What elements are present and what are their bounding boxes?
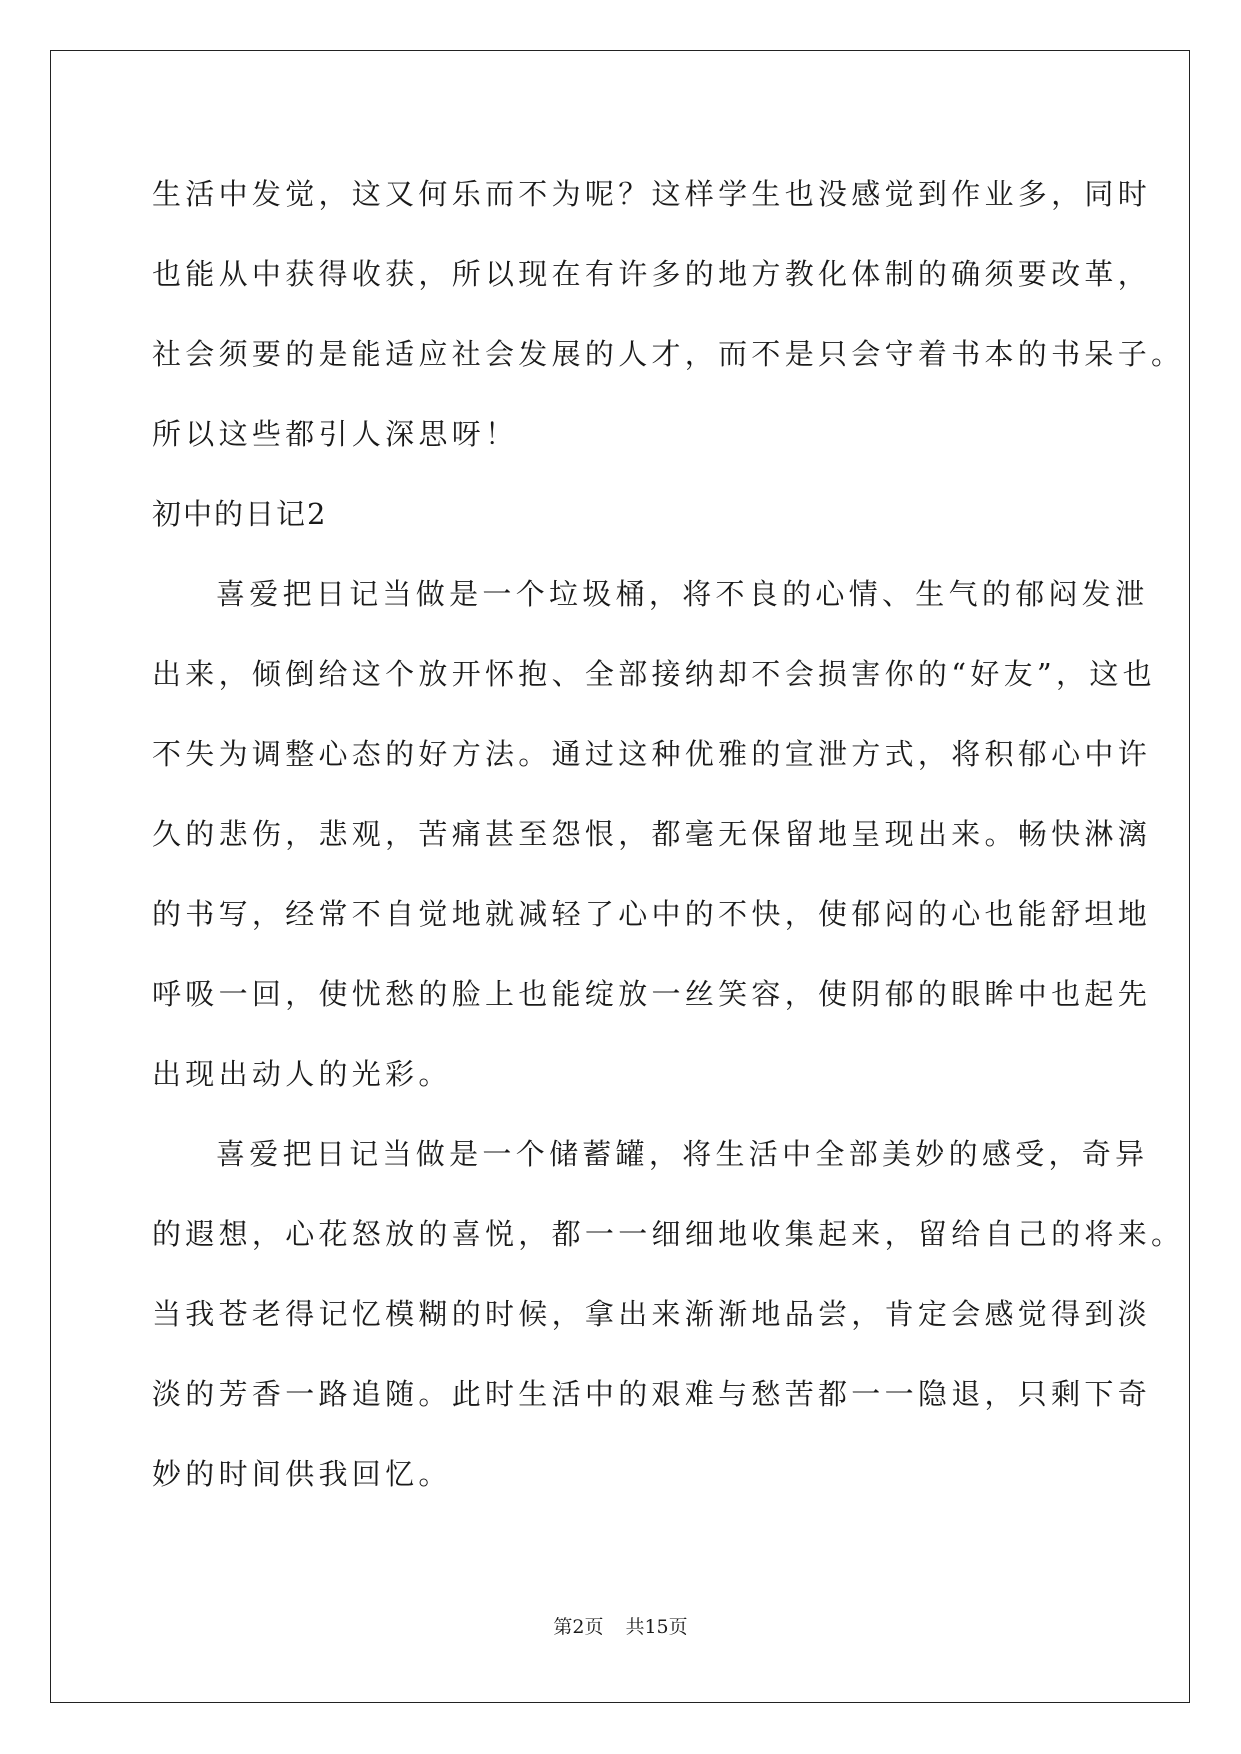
text-line: 呼吸一回，使忧愁的脸上也能绽放一丝笑容，使阴郁的眼眸中也起先	[152, 977, 1152, 1011]
page-number-total: 共15页	[625, 1616, 688, 1638]
text-line: 不失为调整心态的好方法。通过这种优雅的宣泄方式，将积郁心中许	[152, 737, 1152, 771]
section-heading: 初中的日记2	[152, 497, 328, 531]
text-line: 所以这些都引人深思呀！	[152, 417, 519, 451]
text-line: 出现出动人的光彩。	[152, 1057, 452, 1091]
page-number-current: 第2页	[553, 1616, 604, 1638]
text-line: 社会须要的是能适应社会发展的人才，而不是只会守着书本的书呆子。	[152, 337, 1185, 371]
text-line: 当我苍老得记忆模糊的时候，拿出来渐渐地品尝，肯定会感觉得到淡	[152, 1297, 1152, 1331]
text-line: 久的悲伤，悲观，苦痛甚至怨恨，都毫无保留地呈现出来。畅快淋漓	[152, 817, 1152, 851]
paragraph-first-line: 喜爱把日记当做是一个储蓄罐，将生活中全部美妙的感受，奇异	[216, 1137, 1149, 1171]
text-line: 淡的芳香一路追随。此时生活中的艰难与愁苦都一一隐退，只剩下奇	[152, 1377, 1152, 1411]
page-footer	[0, 1612, 1241, 1639]
document-body	[152, 160, 1185, 1520]
text-line: 出来，倾倒给这个放开怀抱、全部接纳却不会损害你的“好友”，这也	[152, 657, 1156, 691]
text-line: 的遐想，心花怒放的喜悦，都一一细细地收集起来，留给自己的将来。	[152, 1217, 1185, 1251]
paragraph-first-line: 喜爱把日记当做是一个垃圾桶，将不良的心情、生气的郁闷发泄	[216, 577, 1149, 611]
text-line: 也能从中获得收获，所以现在有许多的地方教化体制的确须要改革，	[152, 257, 1152, 291]
text-line: 生活中发觉，这又何乐而不为呢？这样学生也没感觉到作业多，同时	[152, 177, 1152, 211]
text-line: 妙的时间供我回忆。	[152, 1457, 452, 1491]
text-line: 的书写，经常不自觉地就减轻了心中的不快，使郁闷的心也能舒坦地	[152, 897, 1152, 931]
